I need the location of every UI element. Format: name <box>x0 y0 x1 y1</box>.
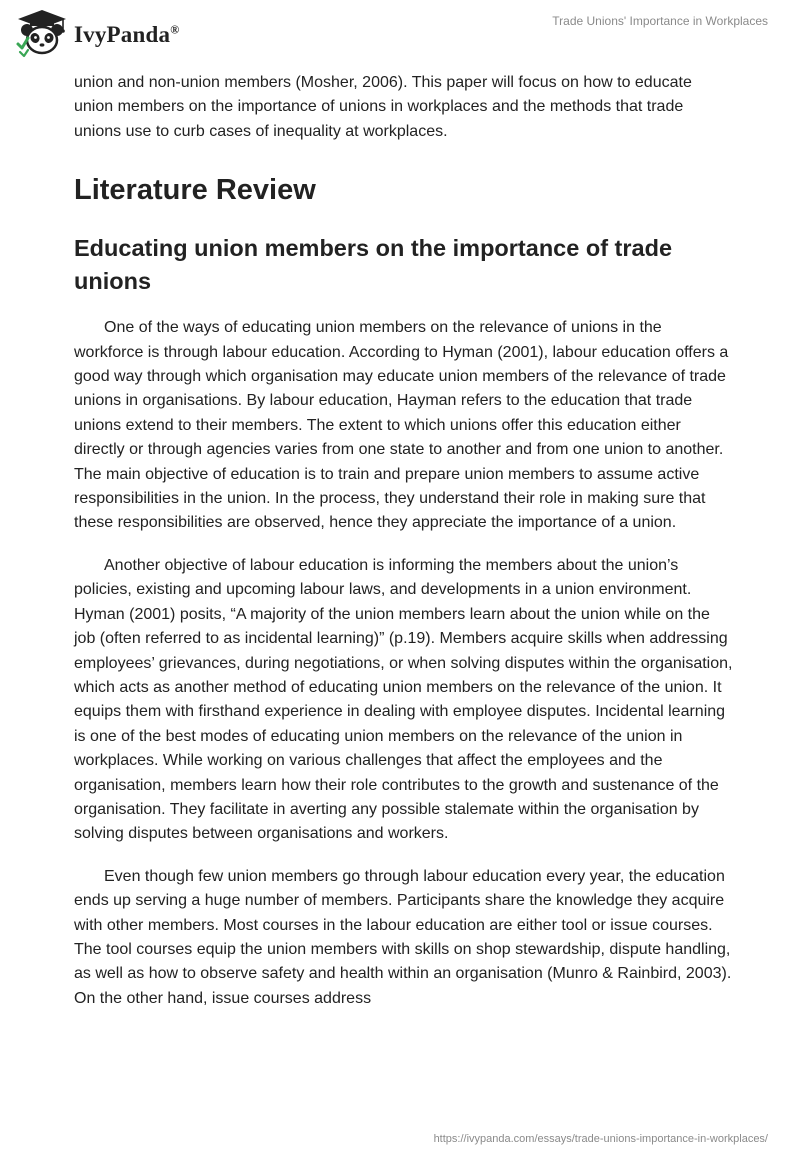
panda-graduate-icon <box>14 8 70 58</box>
body-paragraph-3: Even though few union members go through labour education every year, the education ends up serving a huge number of members. Participants share the knowledge they acquire with other members. Most courses in the labour education are either tool or issue courses. The tool courses equip the union members with skills on shop stewardship, dispute handling, as well as how to observe safety and health within an organisation (Munro & Rainbird, 2003). On the other hand, issue courses address <box>74 867 732 1007</box>
page-header <box>0 0 800 70</box>
ivypanda-logo[interactable] <box>14 8 179 58</box>
logo-name: IvyPanda <box>74 22 171 47</box>
document-title: Trade Unions' Importance in Workplaces <box>552 14 768 28</box>
body-paragraph-2: Another objective of labour education is informing the members about the union’s policies, existing and upcoming labour laws, and developments in a union environment. Hyman (2001) posits, “A majority of the union members learn about the union while on the job (often referred to as incidental learning)” (p.19). Members acquire skills when addressing employees’ grievances, during negotiations, or when solving disputes within the organisation, which acts as another method of educating union members on the relevance of the union. It equips them with firsthand experience in dealing with employee disputes. Incidental learning is one of the best modes of educating union members on the relevance of the union in workplaces. While working on various challenges that affect the employees and the organisation, members learn how their role contributes to the growth and sustenance of the organisation. They facilitate in averting any possible stalemate within the organisation by solving disputes between organisations and workers. <box>74 556 733 843</box>
subsection-heading: Educating union members on the importance of trade unions <box>74 235 673 295</box>
section-heading: Literature Review <box>74 174 316 207</box>
essay-content <box>74 70 734 1011</box>
footer-url-link[interactable]: https://ivypanda.com/essays/trade-unions-importance-in-workplaces/ <box>433 1133 768 1145</box>
intro-paragraph: union and non-union members (Mosher, 2006). This paper will focus on how to educate union members on the importance of unions in workplaces and the methods that trade unions use to curb cases of inequality at workplaces. <box>74 74 692 140</box>
registered-mark: ® <box>170 22 180 37</box>
body-paragraph-1: One of the ways of educating union members on the relevance of unions in the workforce is through labour education. According to Hyman (2001), labour education offers a good way through which organisation may educate union members of the relevance of trade unions in organisations. By labour education, Hayman refers to the education that trade unions extend to their members. The extent to which unions offer this education either directly or through agencies varies from one state to another and from one union to another. The main objective of education is to train and prepare union members to assume active responsibilities in the union. In the process, they understand their role in making sure that these responsibilities are observed, hence they appreciate the importance of a union. <box>74 319 729 532</box>
logo-wordmark <box>74 22 179 48</box>
